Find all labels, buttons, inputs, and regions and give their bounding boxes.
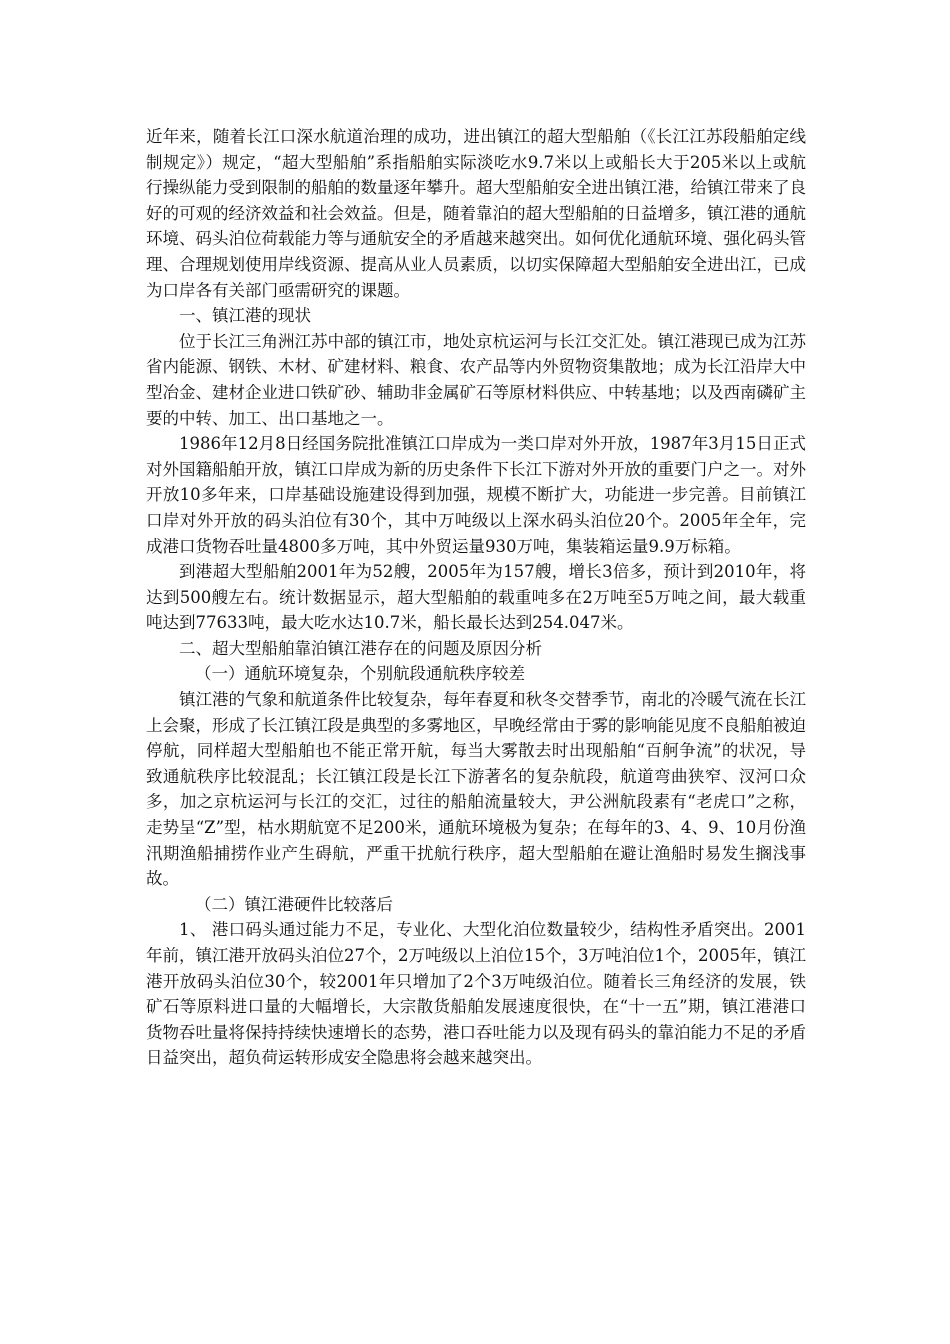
body-paragraph: 镇江港的气象和航道条件比较复杂，每年春夏和秋冬交替季节，南北的冷暖气流在长江上会聚，形成了长江镇江段是典型的多雾地区，早晚经常由于雾的影响能见度不良船舶被迫停航，同样超大型船舶也不能正常开航，每当大雾散去时出现船舶“百舸争流”的状况，导致通航秩序比较混乱；长江镇江段是长江下游著名的复杂航段，航道弯曲狭窄、汊河口众多，加之京杭运河与长江的交汇，过往的船舶流量较大，尹公洲航段素有“老虎口”之称，走势呈“Z”型，枯水期航宽不足200米，通航环境极为复杂；在每年的3、4、9、10月份渔汛期渔船捕捞作业产生碍航，严重干扰航行秩序，超大型船舶在避让渔船时易发生搁浅事故。 bbox=[146, 690, 806, 889]
subsection-heading-2: （二）镇江港硬件比较落后 bbox=[195, 894, 393, 914]
subsection-heading-1: （一）通航环境复杂，个别航段通航秩序较差 bbox=[195, 664, 525, 684]
body-paragraph: 1、 港口码头通过能力不足，专业化、大型化泊位数量较少，结构性矛盾突出。2001年前，镇江港开放码头泊位27个，2万吨级以上泊位15个，3万吨泊位1个，2005年，镇江港开放码头泊位30个，较2001年只增加了2个3万吨级泊位。随着长三角经济的发展，铁矿石等原料进口量的大幅增长，大宗散货船舶发展速度很快，在“十一五”期，镇江港港口货物吞吐量将保持持续快速增长的态势，港口吞吐能力以及现有码头的靠泊能力不足的矛盾日益突出，超负荷运转形成安全隐患将会越来越突出。 bbox=[146, 920, 806, 1068]
section-heading-2: 二、超大型船舶靠泊镇江港存在的问题及原因分析 bbox=[179, 638, 542, 658]
intro-paragraph: 近年来，随着长江口深水航道治理的成功，进出镇江的超大型船舶（《长江江苏段船舶定线制规定》）规定，“超大型船舶”系指船舶实际淡吃水9.7米以上或船长大于205米以上或航行操纵能力受到限制的船舶的数量逐年攀升。超大型船舶安全进出镇江港，给镇江带来了良好的可观的经济效益和社会效益。但是，随着靠泊的超大型船舶的日益增多，镇江港的通航环境、码头泊位荷载能力等与通航安全的矛盾越来越突出。如何优化通航环境、强化码头管理、合理规划使用岸线资源、提高从业人员素质，以切实保障超大型船舶安全进出江，已成为口岸各有关部门亟需研究的课题。 bbox=[146, 127, 806, 300]
body-paragraph: 1986年12月8日经国务院批准镇江口岸成为一类口岸对外开放，1987年3月15日正式对外国籍船舶开放，镇江口岸成为新的历史条件下长江下游对外开放的重要门户之一。对外开放10多年来，口岸基础设施建设得到加强，规模不断扩大，功能进一步完善。目前镇江口岸对外开放的码头泊位有30个，其中万吨级以上深水码头泊位20个。2005年全年，完成港口货物吞吐量4800多万吨，其中外贸运量930万吨，集装箱运量9.9万标箱。 bbox=[146, 434, 806, 556]
document-body bbox=[146, 124, 806, 1071]
section-heading-1: 一、镇江港的现状 bbox=[179, 306, 311, 326]
body-paragraph: 到港超大型船舶2001年为52艘，2005年为157艘，增长3倍多，预计到2010年，将达到500艘左右。统计数据显示，超大型船舶的载重吨多在2万吨至5万吨之间，最大载重吨达到77633吨，最大吃水达10.7米，船长最长达到254.047米。 bbox=[146, 562, 806, 633]
body-paragraph: 位于长江三角洲江苏中部的镇江市，地处京杭运河与长江交汇处。镇江港现已成为江苏省内能源、钢铁、木材、矿建材料、粮食、农产品等内外贸物资集散地；成为长江沿岸大中型冶金、建材企业进口铁矿砂、辅助非金属矿石等原材料供应、中转基地；以及西南磷矿主要的中转、加工、出口基地之一。 bbox=[146, 331, 806, 428]
